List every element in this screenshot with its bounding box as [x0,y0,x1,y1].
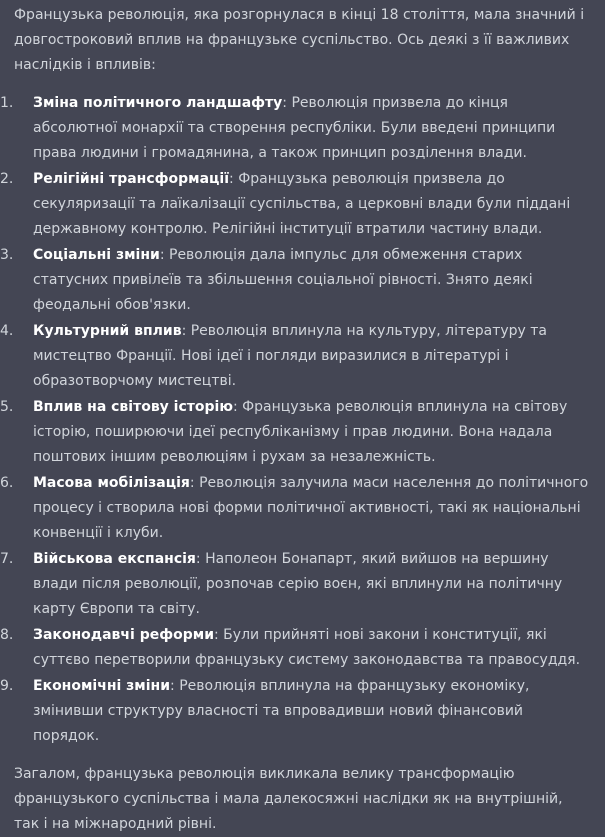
list-number: 1. [0,95,14,111]
list-item [0,395,591,470]
list-item-title: Зміна політичного ландшафту [33,95,283,111]
list-item-text: : Французька революція призвела до секуляризації та лаїкалізації суспільства, а церковні влади були піддані державному контролю. Релігійні інституції втратили частину влади. [33,171,571,237]
list-item-text: : Революція призвела до кінця абсолютної монархії та створення республіки. Були введені принципи права людини і громадянина, а також принцип розділення влади. [33,95,556,161]
list-item [0,167,591,242]
list-item [0,674,591,749]
list-item [0,243,591,318]
message-intro: Французька революція, яка розгорнулася в кінці 18 століття, мала значний і довгостроковий вплив на французьке суспільство. Ось деякі з її важливих наслідків і впливів: [14,7,585,73]
list-item [0,319,591,394]
list-number: 2. [0,171,14,187]
list-number: 4. [0,323,14,339]
list-number: 5. [0,399,14,415]
list-item-title: Вплив на світову історію [33,399,233,415]
message-conclusion: Загалом, французька революція викликала велику трансформацію французького суспільства і мала далекосяжні наслідки як на внутрішній, так і на міжнародний рівні. [14,766,563,832]
list-item [0,471,591,546]
list-item-text: : Революція залучила маси населення до політичного процесу і створила нові форми політичної активності, такі як національні конвенції і клуби. [33,475,589,541]
list-item [0,91,591,166]
list-item-title: Соціальні зміни [33,247,160,263]
list-item-text: : Французька революція вплинула на світову історію, поширюючи ідеї республіканізму і прав людини. Вона надала поштових іншим революціям і рухам за незалежність. [33,399,568,465]
list-item-text: : Наполеон Бонапарт, який вийшов на вершину влади після революції, розпочав серію воєн, які вплинули на політичну карту Європи та світу. [33,551,563,617]
list-number: 9. [0,678,14,694]
list-item-title: Військова експансія [33,551,196,567]
list-item-text: : Революція вплинула на культуру, літературу та мистецтво Франції. Нові ідеї і погляди виразилися в літературі і образотворчому мистецтві. [33,323,547,389]
list-number: 3. [0,247,14,263]
list-item-text: : Революція вплинула на французьку економіку, змінивши структуру власності та впровадивши новий фінансовий порядок. [33,678,530,744]
list-number: 7. [0,551,14,567]
list-item-title: Релігійні трансформації [33,171,230,187]
list-number: 6. [0,475,14,491]
consequences-list [0,91,591,749]
list-item-title: Економічні зміни [33,678,171,694]
list-number: 8. [0,627,14,643]
list-item-title: Культурний вплив [33,323,182,339]
list-item-title: Законодавчі реформи [33,627,215,643]
list-item-text: : Були прийняті нові закони і конституції, які суттєво перетворили французьку систему законодавства та правосуддя. [33,627,581,668]
list-item [0,547,591,622]
list-item-title: Масова мобілізація [33,475,190,491]
list-item [0,623,591,673]
list-item-text: : Революція дала імпульс для обмеження старих статусних привілеїв та збільшення соціальної рівності. Знято деякі феодальні обов'язки. [33,247,533,313]
